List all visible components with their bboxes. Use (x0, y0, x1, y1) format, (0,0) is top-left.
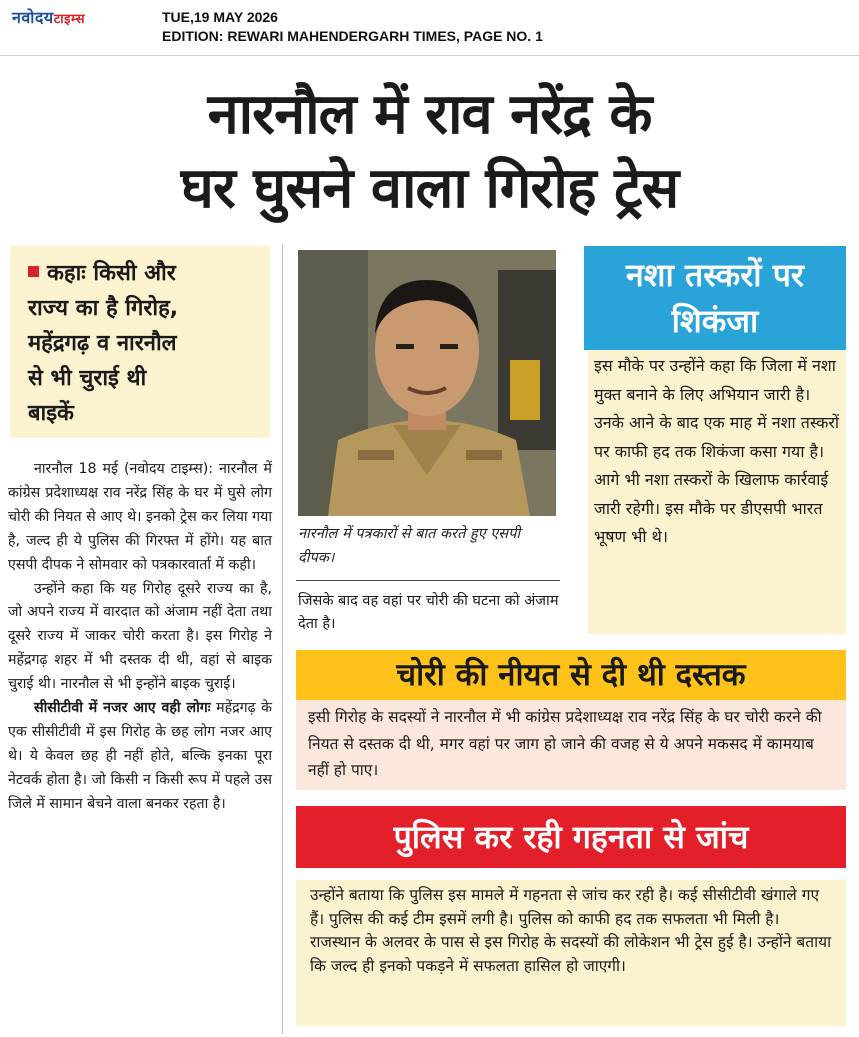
article-column-1 (8, 458, 272, 817)
main-headline (0, 78, 859, 226)
article-para-3 (8, 697, 272, 817)
article-para-1: नारनौल 18 मई (नवोदय टाइम्स): नारनौल में कांग्रेस प्रदेशाध्यक्ष राव नरेंद्र सिंह के घर में घुसे लोग चोरी की नियत से आए थे। इनको ट्रेस कर लिया गया है, जल्द ही ये पुलिस की गिरफ्त में होंगे। यह बात एसपी दीपक ने सोमवार को पत्रकारवार्ता में कही। (8, 461, 273, 573)
nasha-heading (584, 246, 846, 344)
edition-info: EDITION: REWARI MAHENDERGARH TIMES, PAGE NO. 1 (162, 28, 543, 44)
edition-date: TUE,19 MAY 2026 (162, 9, 278, 25)
column-divider (282, 244, 283, 1034)
nasha-heading-line2: शिकंजा (671, 302, 759, 340)
logo-sub: टाइम्स (53, 12, 86, 27)
highlight-line4: से भी चुराई थी (28, 366, 147, 391)
page-header (0, 0, 859, 56)
nasha-heading-box (584, 246, 846, 350)
sp-photo (298, 250, 556, 516)
police-heading: पुलिस कर रही गहनता से जांच (296, 806, 846, 868)
sub-heading-cctv: सीसीटीवी में नजर आए वही लोगः (34, 700, 211, 717)
highlight-line2: राज्य का है गिरोह, (28, 296, 179, 321)
chori-heading: चोरी की नीयत से दी थी दस्तक (296, 650, 846, 700)
highlight-line3: महेंद्रगढ़ व नारनौल (28, 331, 177, 356)
officer-photo-image (298, 250, 556, 516)
headline-line1: नारनौल में राव नरेंद्र के (207, 82, 652, 147)
red-square-bullet-icon (28, 266, 39, 277)
article-continuation: जिसके बाद वह वहां पर चोरी की घटना को अंजाम देता है। (298, 593, 559, 632)
police-body: उन्होंने बताया कि पुलिस इस मामले में गहनता से जांच कर रही है। कई सीसीटीवी खंगाले गए हैं। पुलिस की कई टीम इसमें लगी है। पुलिस को काफी हद तक सफलता भी मिली है। राजस्थान के अलवर के पास से इस गिरोह के सदस्यों की लोकेशन भी ट्रेस हुई है। उन्होंने बताया कि जल्द ही इनको पकड़ने में सफलता हासिल हो जाएगी। (296, 880, 846, 1026)
article-para-2: उन्होंने कहा कि यह गिरोह दूसरे राज्य का है, जो अपने राज्य में वारदात को अंजाम नहीं देता तथा दूसरे राज्य में जाकर चोरी करता है। इस गिरोह ने महेंद्रगढ़ शहर में भी दस्तक दी थी, वहां से बाइक चुराई थी। नारनौल से भी इन्होंने बाइक चुराई। (8, 580, 272, 693)
headline-line2: घर घुसने वाला गिरोह ट्रेस (180, 156, 679, 221)
chori-body: इसी गिरोह के सदस्यों ने नारनौल में भी कांग्रेस प्रदेशाध्यक्ष राव नरेंद्र सिंह के घर चोरी करने की नियत से दस्तक दी थी, मगर वहां पर जाग हो जाने की वजह से ये अपने मकसद में कामयाब नहीं हो पाए। (296, 700, 846, 790)
highlight-box (10, 246, 270, 438)
logo-main: नवोदय (12, 8, 54, 27)
nasha-body: इस मौके पर उन्होंने कहा कि जिला में नशा मुक्त बनाने के लिए अभियान जारी है। उनके आने के बाद एक माह में नशा तस्करों पर काफी हद तक शिकंजा कसा गया है। आगे भी नशा तस्करों के खिलाफ कार्रवाई जारी रहेगी। इस मौके पर डीएसपी भारत भूषण भी थे। (588, 350, 846, 634)
newspaper-logo (12, 6, 85, 28)
highlight-line1: कहाः किसी और (47, 261, 176, 286)
highlight-line5: बाइकें (28, 401, 74, 426)
nasha-heading-line1: नशा तस्करों पर (626, 256, 804, 294)
caption-divider (296, 580, 560, 581)
photo-caption: नारनौल में पत्रकारों से बात करते हुए एसपी दीपक। (298, 526, 521, 566)
edition-meta (162, 8, 543, 46)
article-para-3-text: महेंद्रगढ़ के एक सीसीटीवी में इस गिरोह के छह लोग नजर आए थे। ये केवल छह ही नहीं होते, बल्कि इनका पूरा नेटवर्क होता है। जो किसी न किसी रूप में पहले उस जिले में सामान बेचने वाला बनकर रहता है। (8, 700, 272, 812)
